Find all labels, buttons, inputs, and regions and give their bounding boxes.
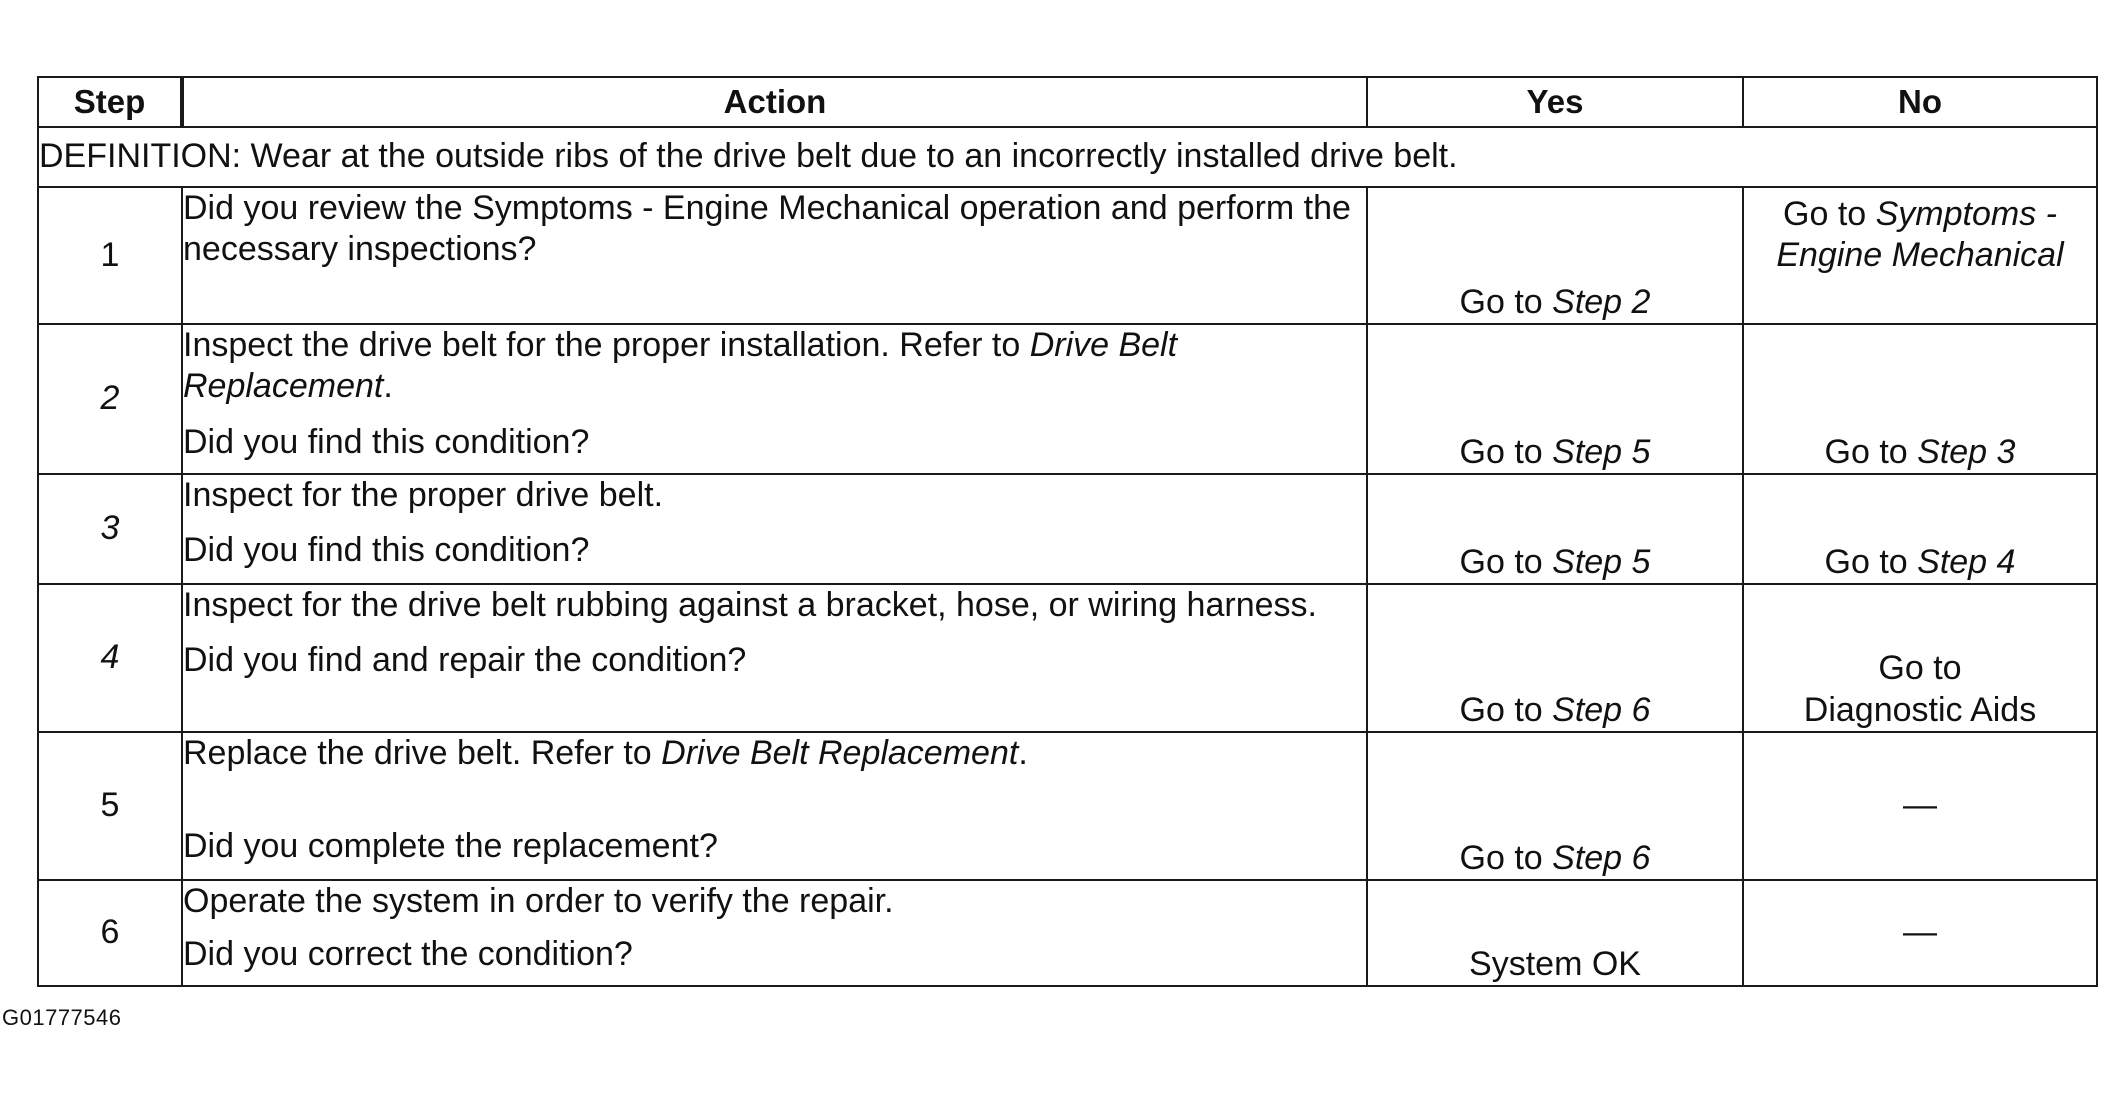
action-column-header: Action <box>182 77 1367 127</box>
table-row <box>38 732 2097 880</box>
yes-step-reference: Step 5 <box>1552 542 1651 581</box>
yes-cell <box>1367 187 1743 324</box>
yes-cell <box>1367 474 1743 584</box>
no-prefix: Go to <box>1783 195 1876 233</box>
action-instruction <box>183 325 1366 408</box>
definition-text: DEFINITION: Wear at the outside ribs of the drive belt due to an incorrectly installed drive belt. <box>38 127 2097 187</box>
action-text: Did you review the Symptoms - Engine Mechanical operation and perform the necessary inspections? <box>183 189 1351 269</box>
table-row <box>38 584 2097 732</box>
step-number: 2 <box>38 324 182 474</box>
table-row <box>38 324 2097 474</box>
step-number: 6 <box>38 880 182 986</box>
step-number: 4 <box>38 584 182 732</box>
table-row <box>38 187 2097 324</box>
no-prefix: Go to <box>1824 542 1918 581</box>
yes-cell <box>1367 732 1743 880</box>
yes-step-reference: Step 6 <box>1552 690 1651 729</box>
action-reference: Drive Belt Replacement <box>661 734 1019 772</box>
step-column-header: Step <box>38 77 182 127</box>
no-cell <box>1743 880 2097 986</box>
no-dash: — <box>1903 913 1937 952</box>
yes-prefix: Go to <box>1459 282 1553 321</box>
yes-cell <box>1367 324 1743 474</box>
yes-prefix: Go to <box>1459 838 1553 877</box>
no-cell <box>1743 187 2097 324</box>
action-question: Did you correct the condition? <box>183 935 633 974</box>
no-dash: — <box>1903 786 1937 825</box>
action-cell <box>182 880 1367 986</box>
yes-prefix: Go to <box>1459 690 1553 729</box>
diagnostic-table <box>37 76 2098 987</box>
no-text-line-2: Diagnostic Aids <box>1803 690 2037 729</box>
no-step-reference: Step 3 <box>1917 432 2016 471</box>
action-cell <box>182 732 1367 880</box>
no-cell <box>1743 584 2097 732</box>
action-question: Did you find this condition? <box>183 422 590 461</box>
action-reference: Drive Belt Replacement <box>183 326 1178 406</box>
table-row <box>38 474 2097 584</box>
action-suffix: . <box>383 367 393 406</box>
action-cell <box>182 187 1367 324</box>
step-number: 1 <box>38 187 182 324</box>
no-column-header: No <box>1743 77 2097 127</box>
action-question: Did you find and repair the condition? <box>183 641 747 680</box>
no-cell <box>1743 324 2097 474</box>
action-instruction <box>183 733 1366 774</box>
yes-column-header: Yes <box>1367 77 1743 127</box>
no-prefix: Go to <box>1824 432 1918 471</box>
action-text: Inspect the drive belt for the proper installation. Refer to <box>183 326 1030 364</box>
action-text: Operate the system in order to verify the repair. <box>183 882 894 920</box>
yes-step-reference: Step 2 <box>1552 282 1651 321</box>
no-step-reference: Step 4 <box>1917 542 2016 581</box>
diagnostic-table-container <box>37 76 2096 987</box>
action-cell <box>182 324 1367 474</box>
definition-row <box>38 127 2097 187</box>
step-number: 5 <box>38 732 182 880</box>
action-text: Inspect for the proper drive belt. <box>183 476 664 514</box>
step-number: 3 <box>38 474 182 584</box>
action-text: Replace the drive belt. Refer to <box>183 734 662 772</box>
action-cell <box>182 584 1367 732</box>
yes-step-reference: Step 5 <box>1552 432 1651 471</box>
no-text-line-1: Go to <box>1878 649 1962 688</box>
action-text: Inspect for the drive belt rubbing against a bracket, hose, or wiring harness. <box>183 586 1317 624</box>
yes-prefix: Go to <box>1459 432 1553 471</box>
no-cell <box>1743 474 2097 584</box>
yes-cell <box>1367 584 1743 732</box>
header-row <box>38 77 2097 127</box>
action-cell <box>182 474 1367 584</box>
action-question: Did you find this condition? <box>183 531 590 570</box>
yes-cell <box>1367 880 1743 986</box>
action-suffix: . <box>1018 734 1028 772</box>
action-question: Did you complete the replacement? <box>183 827 718 866</box>
yes-step-reference: Step 6 <box>1552 838 1651 877</box>
no-cell <box>1743 732 2097 880</box>
figure-id: G01777546 <box>2 1005 122 1030</box>
yes-prefix: Go to <box>1459 542 1553 581</box>
yes-text: System OK <box>1469 944 1641 983</box>
table-row <box>38 880 2097 986</box>
no-symptoms-reference: Symptoms - Engine Mechanical <box>1776 195 2064 275</box>
